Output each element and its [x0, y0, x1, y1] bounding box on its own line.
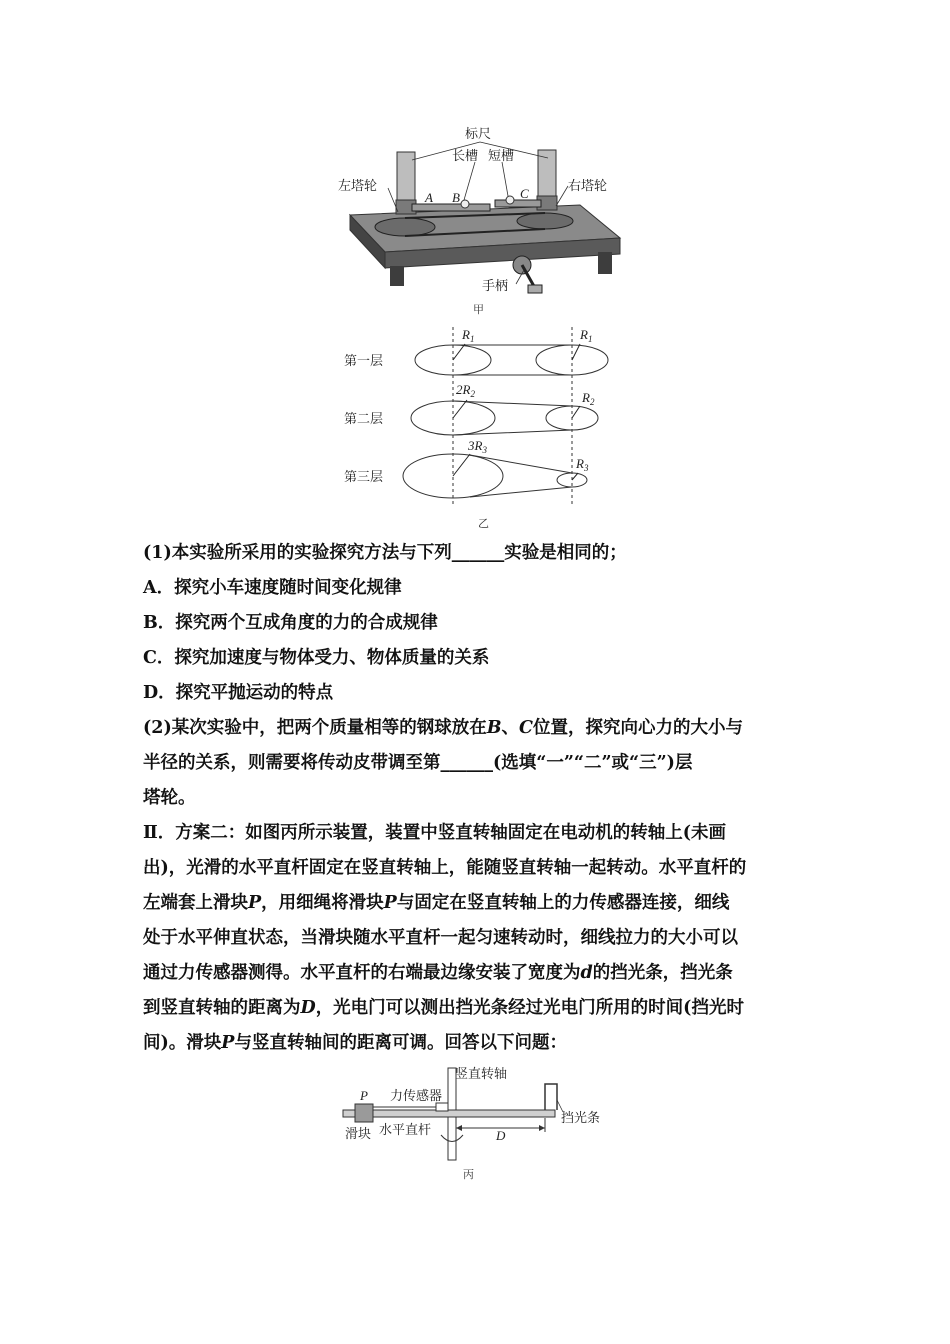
- label-long-slot: 长槽: [452, 149, 479, 164]
- question-2-line-2: 半径的关系，则需要将传动皮带调至第______(选填“一”“二”或“三”)层: [143, 753, 693, 773]
- label-axis: 竖直转轴: [455, 1067, 508, 1082]
- radius-label-2l: $2R_2$: [456, 382, 475, 399]
- label-block: 滑块: [345, 1127, 372, 1142]
- option-a: A．探究小车速度随时间变化规律: [143, 578, 402, 598]
- scheme2-line-4: 处于水平伸直状态，当滑块随水平直杆一起匀速转动时，细线拉力的大小可以: [143, 928, 738, 948]
- handle-grip: [528, 285, 542, 293]
- ball-b: [461, 200, 469, 208]
- question-2-line-1: (2)某次实验中，把两个质量相等的钢球放在B、C位置，探究向心力的大小与: [143, 718, 743, 738]
- left-pulley: [375, 218, 435, 236]
- caption-bing: 丙: [463, 1168, 474, 1181]
- layer-2-label: 第二层: [344, 412, 384, 427]
- scheme2-line-2: 出)，光滑的水平直杆固定在竖直转轴上，能随竖直转轴一起转动。水平直杆的: [143, 858, 747, 878]
- caption-yi: 乙: [478, 517, 489, 530]
- right-pulley: [517, 213, 573, 229]
- layer2-belt: [453, 401, 572, 435]
- label-short-slot: 短槽: [488, 149, 515, 164]
- radius-label-3r: $R_3$: [576, 456, 589, 473]
- radius-label-2r: $R_2$: [582, 390, 595, 407]
- layer-3-label: 第三层: [344, 470, 384, 485]
- label-p: P: [360, 1088, 368, 1103]
- layer1-right-radius: [572, 344, 580, 360]
- caption-jia: 甲: [473, 303, 484, 316]
- scheme2-line-1: Ⅱ．方案二：如图丙所示装置，装置中竖直转轴固定在电动机的转轴上(未画: [143, 823, 727, 843]
- radius-label-1r: $R_1$: [580, 327, 593, 344]
- label-a: A: [425, 190, 433, 205]
- layer-1-label: 第一层: [344, 354, 384, 369]
- table-leg-left: [390, 266, 404, 286]
- layer3-right-radius: [572, 473, 578, 480]
- option-c: C．探究加速度与物体受力、物体质量的关系: [143, 648, 490, 668]
- layer2-right-radius: [572, 406, 580, 418]
- figure-bing: [335, 1060, 625, 1185]
- label-left-wheel: 左塔轮: [338, 179, 378, 194]
- label-d: D: [496, 1128, 506, 1143]
- short-slot: [495, 200, 541, 207]
- label-strip: 挡光条: [561, 1111, 601, 1126]
- blocking-strip: [545, 1084, 557, 1110]
- question-2-line-3: 塔轮。: [143, 788, 196, 808]
- option-d: D．探究平抛运动的特点: [143, 683, 334, 703]
- figure-yi: [340, 322, 630, 534]
- question-1: (1)本实验所采用的实验探究方法与下列______实验是相同的；: [143, 543, 627, 563]
- scheme2-line-3: 左端套上滑块P，用细绳将滑块P与固定在竖直转轴上的力传感器连接，细线: [143, 893, 730, 913]
- label-b: B: [452, 190, 460, 205]
- layer1-left-radius: [453, 344, 465, 360]
- radius-label-1l: $R_1$: [462, 327, 475, 344]
- scheme2-line-6: 到竖直转轴的距离为D，光电门可以测出挡光条经过光电门所用的时间(挡光时: [143, 998, 744, 1018]
- label-c: C: [520, 186, 529, 201]
- option-b: B．探究两个互成角度的力的合成规律: [143, 613, 438, 633]
- label-sensor: 力传感器: [390, 1089, 443, 1104]
- force-sensor: [436, 1103, 448, 1111]
- layer2-left-radius: [453, 400, 467, 418]
- radius-label-3l: $3R_3$: [468, 438, 487, 455]
- slider-p: [355, 1104, 373, 1122]
- layer3-belt: [470, 455, 572, 497]
- label-rod: 水平直杆: [379, 1123, 432, 1138]
- horizontal-rod: [343, 1110, 555, 1117]
- table-leg-right: [598, 252, 612, 274]
- layer1-belt: [453, 345, 572, 375]
- label-right-wheel: 右塔轮: [568, 179, 608, 194]
- scheme2-line-7: 间)。滑块P与竖直转轴间的距离可调。回答以下问题：: [143, 1033, 567, 1053]
- label-handle: 手柄: [482, 279, 509, 294]
- label-ruler: 标尺: [465, 127, 492, 142]
- figure-jia: [330, 120, 630, 320]
- question-text: [143, 536, 808, 1061]
- long-slot: [412, 204, 490, 211]
- scheme2-line-5: 通过力传感器测得。水平直杆的右端最边缘安装了宽度为d的挡光条，挡光条: [143, 963, 733, 983]
- layer3-left-radius: [453, 454, 470, 476]
- ball-c: [506, 196, 514, 204]
